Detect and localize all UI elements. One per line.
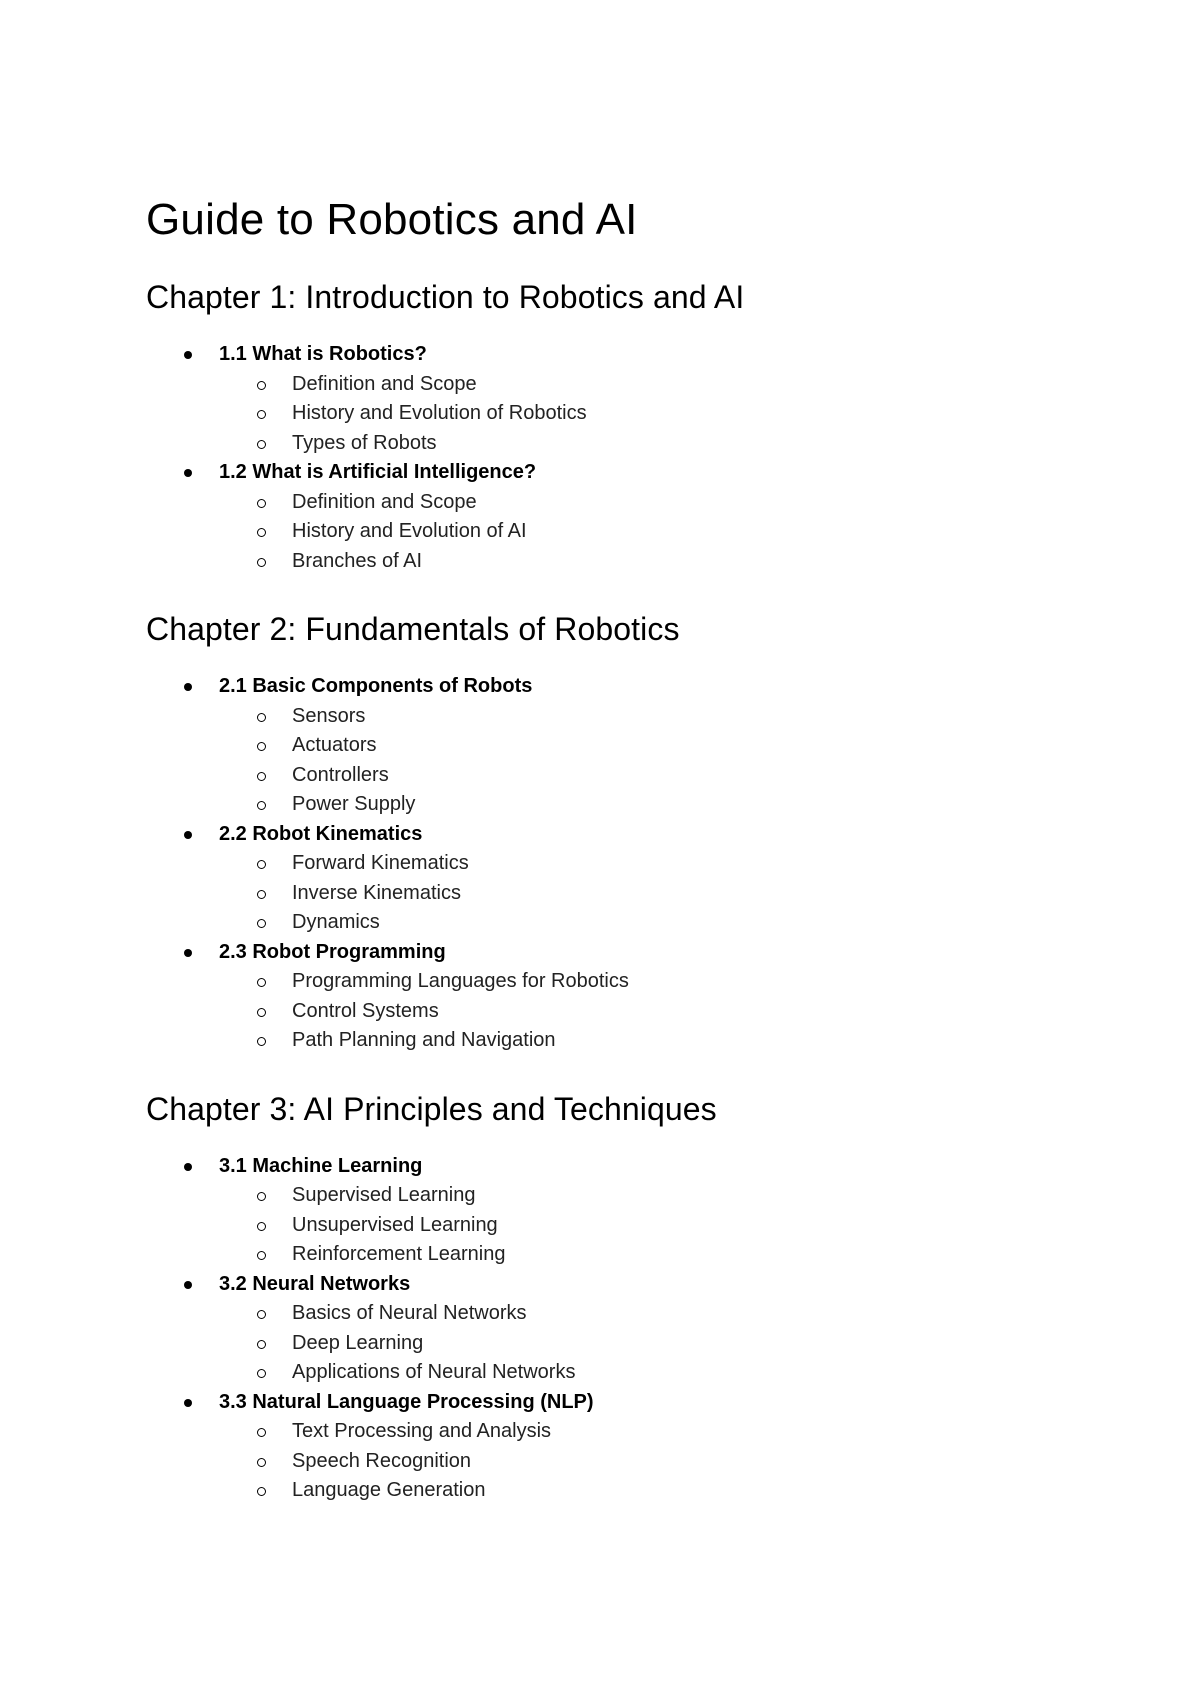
chapter-heading: Chapter 2: Fundamentals of Robotics xyxy=(146,611,680,647)
sub-item xyxy=(146,1447,1126,1477)
chapter-container xyxy=(146,278,1126,1506)
sub-item xyxy=(146,997,1126,1027)
hollow-bullet-icon xyxy=(257,1428,266,1437)
hollow-bullet-icon xyxy=(257,381,266,390)
sub-item xyxy=(146,547,1126,577)
hollow-bullet-icon xyxy=(257,1008,266,1017)
section-list xyxy=(146,672,1126,1056)
hollow-bullet-icon xyxy=(257,440,266,449)
chapter-2 xyxy=(146,610,1126,1056)
sub-item-list xyxy=(146,488,1126,577)
hollow-bullet-icon xyxy=(257,499,266,508)
section-item xyxy=(146,672,1126,820)
sub-item-list xyxy=(146,1417,1126,1506)
section-label: 2.2 Robot Kinematics xyxy=(219,822,423,845)
section-title xyxy=(146,1270,1126,1300)
filled-bullet-icon xyxy=(184,831,192,839)
hollow-bullet-icon xyxy=(257,772,266,781)
hollow-bullet-icon xyxy=(257,801,266,810)
sub-item xyxy=(146,1299,1126,1329)
sub-item-list xyxy=(146,1181,1126,1270)
hollow-bullet-icon xyxy=(257,1487,266,1496)
hollow-bullet-icon xyxy=(257,1310,266,1319)
sub-item xyxy=(146,849,1126,879)
chapter-heading: Chapter 3: AI Principles and Techniques xyxy=(146,1090,717,1127)
section-list xyxy=(146,1152,1126,1506)
hollow-bullet-icon xyxy=(257,1458,266,1467)
section-item xyxy=(146,820,1126,938)
hollow-bullet-icon xyxy=(257,1037,266,1046)
section-label: 2.3 Robot Programming xyxy=(219,940,446,963)
section-title xyxy=(146,340,1126,370)
sub-item xyxy=(146,1476,1126,1506)
section-title xyxy=(146,1388,1126,1418)
sub-item-label: Power Supply xyxy=(292,793,416,815)
sub-item xyxy=(146,879,1126,909)
sub-item-label: Controllers xyxy=(292,763,389,786)
sub-item-list xyxy=(146,849,1126,938)
sub-item-label: Basics of Neural Networks xyxy=(292,1302,527,1324)
sub-item-label: Supervised Learning xyxy=(292,1184,476,1206)
hollow-bullet-icon xyxy=(257,919,266,928)
document-page xyxy=(146,195,1126,1540)
sub-item xyxy=(146,488,1126,518)
sub-item-label: Definition and Scope xyxy=(292,372,477,395)
filled-bullet-icon xyxy=(184,351,192,359)
hollow-bullet-icon xyxy=(257,1222,266,1231)
sub-item-label: Control Systems xyxy=(292,999,439,1022)
sub-item xyxy=(146,1211,1126,1241)
section-title xyxy=(146,458,1126,488)
sub-item xyxy=(146,731,1126,761)
sub-item xyxy=(146,967,1126,997)
sub-item-label: Dynamics xyxy=(292,911,380,933)
section-label: 3.3 Natural Language Processing (NLP) xyxy=(219,1390,594,1413)
filled-bullet-icon xyxy=(184,1281,192,1289)
sub-item xyxy=(146,399,1126,429)
sub-item xyxy=(146,370,1126,400)
filled-bullet-icon xyxy=(184,469,192,477)
section-title xyxy=(146,672,1126,702)
section-label: 1.1 What is Robotics? xyxy=(219,343,427,365)
hollow-bullet-icon xyxy=(257,742,266,751)
sub-item-label: Language Generation xyxy=(292,1479,486,1501)
hollow-bullet-icon xyxy=(257,890,266,899)
sub-item-list xyxy=(146,370,1126,459)
filled-bullet-icon xyxy=(184,1163,192,1171)
sub-item xyxy=(146,1240,1126,1270)
chapter-heading: Chapter 1: Introduction to Robotics and AI xyxy=(146,279,745,315)
sub-item xyxy=(146,1026,1126,1056)
sub-item-label: Reinforcement Learning xyxy=(292,1243,506,1265)
hollow-bullet-icon xyxy=(257,528,266,537)
sub-item-list xyxy=(146,1299,1126,1388)
hollow-bullet-icon xyxy=(257,558,266,567)
section-item xyxy=(146,458,1126,576)
sub-item-label: Inverse Kinematics xyxy=(292,881,461,904)
sub-item-label: Unsupervised Learning xyxy=(292,1213,498,1236)
section-item xyxy=(146,1152,1126,1270)
sub-item-label: Definition and Scope xyxy=(292,490,477,513)
section-label: 3.2 Neural Networks xyxy=(219,1272,411,1295)
hollow-bullet-icon xyxy=(257,1192,266,1201)
section-item xyxy=(146,1270,1126,1388)
sub-item-label: Branches of AI xyxy=(292,549,423,572)
sub-item-label: History and Evolution of Robotics xyxy=(292,402,587,424)
hollow-bullet-icon xyxy=(257,978,266,987)
sub-item-label: Applications of Neural Networks xyxy=(292,1361,576,1383)
chapter-3 xyxy=(146,1090,1126,1506)
sub-item xyxy=(146,1417,1126,1447)
sub-item xyxy=(146,429,1126,459)
filled-bullet-icon xyxy=(184,949,192,957)
filled-bullet-icon xyxy=(184,1399,192,1407)
sub-item-label: Actuators xyxy=(292,734,377,756)
sub-item xyxy=(146,1358,1126,1388)
filled-bullet-icon xyxy=(184,683,192,691)
sub-item-label: Sensors xyxy=(292,704,366,727)
hollow-bullet-icon xyxy=(257,1369,266,1378)
section-label: 3.1 Machine Learning xyxy=(219,1154,423,1177)
sub-item-label: Text Processing and Analysis xyxy=(292,1420,552,1442)
section-title xyxy=(146,820,1126,850)
hollow-bullet-icon xyxy=(257,1340,266,1349)
sub-item xyxy=(146,702,1126,732)
sub-item xyxy=(146,761,1126,791)
sub-item-label: Path Planning and Navigation xyxy=(292,1029,556,1051)
sub-item-label: Forward Kinematics xyxy=(292,852,469,874)
hollow-bullet-icon xyxy=(257,713,266,722)
section-item xyxy=(146,340,1126,458)
sub-item xyxy=(146,908,1126,938)
section-item xyxy=(146,1388,1126,1506)
sub-item xyxy=(146,1329,1126,1359)
section-title xyxy=(146,1152,1126,1182)
sub-item-list xyxy=(146,967,1126,1056)
sub-item xyxy=(146,1181,1126,1211)
sub-item-list xyxy=(146,702,1126,820)
section-title xyxy=(146,938,1126,968)
sub-item xyxy=(146,517,1126,547)
section-label: 2.1 Basic Components of Robots xyxy=(219,675,533,697)
sub-item-label: Speech Recognition xyxy=(292,1449,472,1472)
sub-item-label: Types of Robots xyxy=(292,431,437,454)
sub-item-label: Programming Languages for Robotics xyxy=(292,970,629,992)
document-title: Guide to Robotics and AI xyxy=(146,195,638,244)
sub-item xyxy=(146,790,1126,820)
section-label: 1.2 What is Artificial Intelligence? xyxy=(219,461,537,483)
hollow-bullet-icon xyxy=(257,1251,266,1260)
section-list xyxy=(146,340,1126,576)
chapter-1 xyxy=(146,278,1126,576)
sub-item-label: Deep Learning xyxy=(292,1331,424,1354)
sub-item-label: History and Evolution of AI xyxy=(292,520,527,542)
hollow-bullet-icon xyxy=(257,410,266,419)
hollow-bullet-icon xyxy=(257,860,266,869)
section-item xyxy=(146,938,1126,1056)
